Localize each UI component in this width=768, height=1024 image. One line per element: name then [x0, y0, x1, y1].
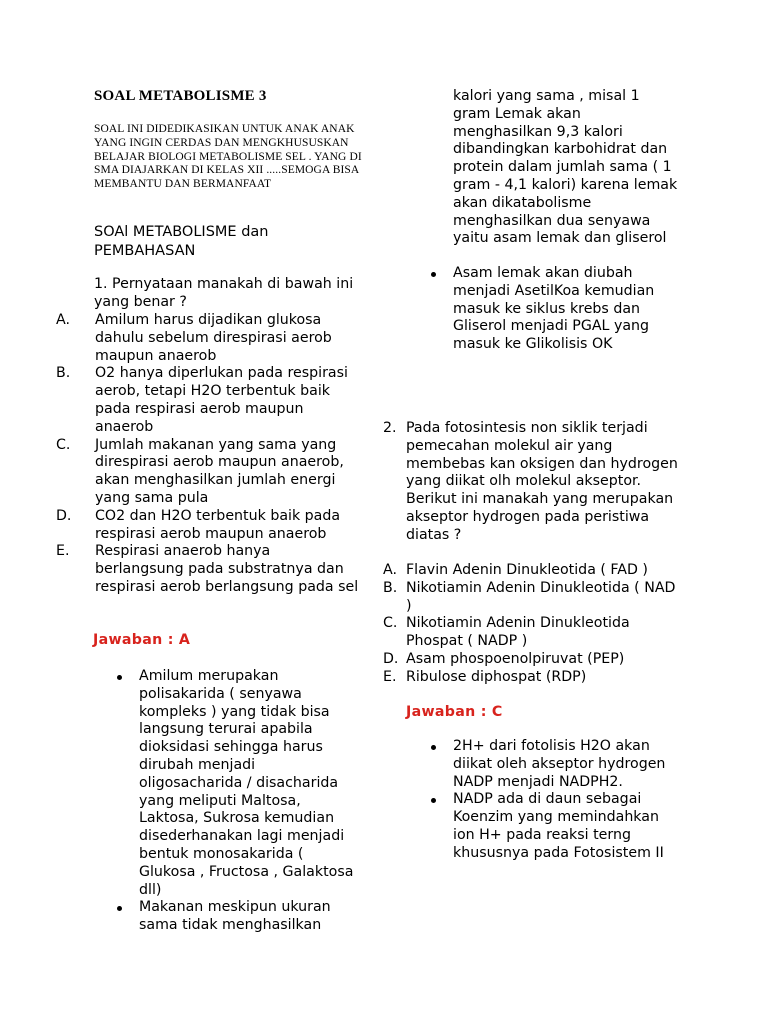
document-title: SOAL METABOLISME 3 — [94, 88, 267, 104]
question-2-explanations — [453, 738, 673, 863]
option-b: B. O2 hanya diperlukan pada respirasi aerob, tetapi H2O terbentuk baik pada respirasi aerob maupun anaerob — [56, 365, 348, 435]
question-2-options — [383, 562, 683, 687]
bullet-icon — [117, 675, 122, 680]
question-1-explanations-continued — [453, 265, 673, 354]
explanation-bullet: Makanan meskipun ukuran sama tidak menghasilkan — [139, 899, 359, 935]
section-subtitle: SOAl METABOLISME dan PEMBAHASAN — [94, 224, 269, 259]
option-c: C. Nikotiamin Adenin Dinukleotida Phospat ( NADP ) — [383, 615, 630, 650]
bullet-icon — [431, 745, 436, 750]
explanation-bullet: 2H+ dari fotolisis H2O akan diikat oleh akseptor hydrogen NADP menjadi NADPH2. — [453, 738, 673, 791]
explanation-bullet: NADP ada di daun sebagai Koenzim yang memindahkan ion H+ pada reaksi terng khususnya pada Fotosistem II — [453, 791, 673, 862]
option-e: E. Respirasi anaerob hanya berlangsung pada substratnya dan respirasi aerob berlangsung pada sel — [56, 543, 359, 595]
question-1-options — [56, 312, 362, 597]
question-1-answer: Jawaban : A — [93, 632, 191, 648]
option-c: C. Jumlah makanan yang sama yang direspirasi aerob maupun anaerob, akan menghasilkan jumlah energi yang sama pula — [56, 436, 344, 506]
option-e: E. Ribulose diphospat (RDP) — [383, 668, 587, 685]
explanation-bullet: Asam lemak akan diubah menjadi AsetilKoa kemudian masuk ke siklus krebs dan Gliserol menjadi PGAL yang masuk ke Glikolisis OK — [453, 265, 673, 354]
question-2-stem: Pada fotosintesis non siklik terjadi pemecahan molekul air yang membebas kan oksigen dan hydrogen yang diikat olh molekul akseptor. — [406, 420, 678, 490]
question-2-number: 2. — [383, 420, 397, 436]
option-d: D. Asam phospoenolpiruvat (PEP) — [383, 650, 625, 667]
bullet-icon — [431, 272, 436, 277]
bullet-icon — [117, 906, 122, 911]
intro-paragraph: SOAL INI DIDEDIKASIKAN UNTUK ANAK ANAK YANG INGIN CERDAS DAN MENGKHUSUSKAN BELAJAR BIOLOGI METABOLISME SEL . YANG DI SMA DIAJARKAN DI KELAS XII .....SEMOGA BISA MEMBANTU DAN BERMANFAAT — [94, 123, 362, 191]
option-d: D. CO2 dan H2O terbentuk baik pada respirasi aerob maupun anaerob — [56, 507, 341, 542]
question-2-answer: Jawaban : C — [406, 704, 503, 720]
option-a: A. Flavin Adenin Dinukleotida ( FAD ) — [383, 562, 648, 578]
question-2-stem-2: Berikut ini manakah yang merupakan akseptor hydrogen pada peristiwa diatas ? — [406, 491, 674, 543]
question-2-stem-block — [383, 420, 683, 545]
explanation-bullet: Amilum merupakan polisakarida ( senyawa kompleks ) yang tidak bisa langsung terurai apabila dioksidasi sehingga harus dirubah menjadi oligosacharida / disacharida yang meliputi Maltosa, Laktosa, Sukrosa kemudian disederhanakan lagi menjadi bentuk monosakarida ( Glukosa , Fructosa , Galaktosa dll) — [139, 668, 359, 899]
question-1-explanations — [139, 668, 359, 935]
question-1-stem: 1. Pernyataan manakah di bawah ini yang benar ? — [94, 276, 354, 310]
explanation-continued: kalori yang sama , misal 1 gram Lemak akan menghasilkan 9,3 kalori dibandingkan karbohidrat dan protein dalam jumlah sama ( 1 gram - 4,1 kalori) karena lemak akan dikatabolisme menghasilkan dua senyawa yaitu asam lemak dan gliserol — [453, 88, 678, 247]
option-a: A. Amilum harus dijadikan glukosa dahulu sebelum direspirasi aerob maupun anaerob — [56, 312, 332, 364]
bullet-icon — [431, 798, 436, 803]
option-b: B. Nikotiamin Adenin Dinukleotida ( NAD ) — [383, 579, 676, 614]
